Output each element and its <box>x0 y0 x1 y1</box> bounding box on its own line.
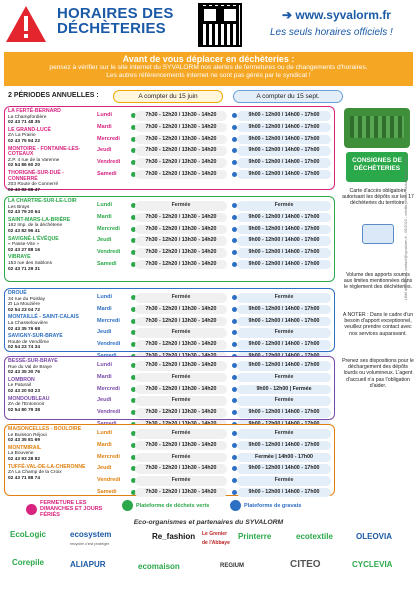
site-entry <box>8 109 93 126</box>
site-name: SAVIGNÉ-L'ÉVÊQUE <box>8 235 59 242</box>
site-phone[interactable]: 02 43 93 28 82 <box>8 456 41 462</box>
schedule-group-1 <box>4 106 335 193</box>
site-phone[interactable]: 02 43 71 88 74 <box>8 475 41 481</box>
site-address: Les Brays <box>8 204 30 210</box>
site-phone[interactable]: 02 43 71 29 31 <box>8 266 41 272</box>
website-link[interactable]: ➔ www.syvalorm.fr <box>282 8 391 22</box>
day-label: Lundi <box>97 112 112 118</box>
partner-logos <box>6 528 411 588</box>
hours-summer: Fermée <box>135 429 227 439</box>
consignes-title: CONSIGNES DE DÉCHÈTERIES <box>346 152 408 182</box>
hours-summer: 7h30 - 12h20 / 13h30 - 14h20 <box>135 408 227 418</box>
site-address: Z.P. 4 rue de la Varenne <box>8 157 60 163</box>
site-entry <box>8 446 93 463</box>
site-phone[interactable]: 02 43 35 30 76 <box>8 370 41 376</box>
legend <box>4 498 335 518</box>
site-name: LE GRAND-LUCÉ <box>8 126 51 133</box>
hours-summer: 7h30 - 12h20 / 13h30 - 14h20 <box>135 385 227 395</box>
warning-icon <box>4 4 48 44</box>
schedule-row <box>97 428 333 440</box>
site-address: « Passe-Vite » <box>8 242 40 248</box>
site-list <box>8 109 93 195</box>
site-address: 203 Route de Connerré <box>8 182 59 188</box>
schedule-row <box>97 224 333 236</box>
gravats-icon <box>230 500 241 511</box>
hours-summer: 7h30 - 12h20 / 13h30 - 14h20 <box>135 464 227 474</box>
hours-winter: 9h00 - 12h00 / 14h00 - 17h00 <box>237 441 331 451</box>
legend-closed: FERMETURE LES DIMANCHES ET JOURS FÉRIÉS <box>26 500 106 518</box>
hours-summer: 7h30 - 12h20 / 13h30 - 14h20 <box>135 111 227 121</box>
hours-summer: Fermée <box>135 293 227 303</box>
schedule-row <box>97 169 333 181</box>
schedule-row <box>97 384 333 396</box>
aliapur-logo: ALIAPUR <box>70 560 106 569</box>
site-name: SAVIGNY-SUR-BRAYE <box>8 333 63 340</box>
schedule-row <box>97 475 333 487</box>
regium-logo: REGIUM <box>220 563 244 569</box>
day-label: Jeudi <box>97 465 112 472</box>
site-entry <box>8 378 93 395</box>
day-label: Mercredi <box>97 225 120 232</box>
hours-summer: Fermée <box>135 328 227 338</box>
site-entry <box>8 397 93 414</box>
site-address: ZA La Prairie <box>8 133 36 139</box>
hours-winter: 9h00 - 12h00 / 14h00 - 17h00 <box>237 236 331 246</box>
instructions-sidebar <box>342 90 414 510</box>
hours-summer: 7h30 - 12h20 / 13h30 - 14h20 <box>135 225 227 235</box>
day-label: Mercredi <box>97 385 120 392</box>
hours-summer: 7h30 - 12h20 / 13h30 - 14h20 <box>135 146 227 156</box>
day-label: Vendredi <box>97 249 121 256</box>
hours-summer: 7h30 - 12h20 / 13h30 - 14h20 <box>135 361 227 371</box>
schedule-row <box>97 200 333 212</box>
hours-winter: 9h00 - 12h00 / 14h00 - 17h00 <box>237 123 331 133</box>
day-label: Jeudi <box>97 237 112 244</box>
site-address: Le Buisson Réjoui <box>8 432 47 438</box>
partners-title: Eco-organismes et partenaires du SYVALORM <box>133 519 284 526</box>
schedule-rows <box>97 110 333 181</box>
access-card-image <box>362 224 394 244</box>
hours-winter: Fermée <box>237 328 331 338</box>
schedule-row <box>97 339 333 351</box>
site-address: Route de Vendôme <box>8 339 50 345</box>
printerre-logo: Printerre <box>238 532 272 541</box>
site-name: SAINT-MARS-LA-BRIÈRE <box>8 216 71 223</box>
hours-winter: Fermée | 14h00 - 17h00 <box>237 453 331 463</box>
period-summer: A compter du 15 juin <box>113 90 223 103</box>
hours-winter: 9h00 - 12h00 / 14h00 - 17h00 <box>237 488 331 498</box>
hours-summer: 7h30 - 12h20 / 13h30 - 14h20 <box>135 170 227 180</box>
hours-winter: 9h00 - 12h00 / 14h00 - 17h00 <box>237 317 331 327</box>
volume-text: Volume des apports soumis aux limites mentionnées dans le règlement des déchèteries. <box>343 272 413 291</box>
hours-summer: 7h30 - 12h20 / 13h30 - 14h20 <box>135 248 227 258</box>
period-winter: A compter du 15 sept. <box>233 90 343 103</box>
site-address: ZA de l'Entonnoir <box>8 402 45 408</box>
schedule-row <box>97 247 333 259</box>
day-label: Mardi <box>97 441 112 448</box>
day-label: Vendredi <box>97 477 121 484</box>
schedule-group-4 <box>4 356 335 420</box>
site-address: Le Paturail <box>8 383 31 389</box>
hours-summer: Fermée <box>135 476 227 486</box>
day-label: Mercredi <box>97 453 120 460</box>
site-name: LOMBRON <box>8 376 35 383</box>
hours-winter: 9h00 - 12h00 / 14h00 - 17h00 <box>237 111 331 121</box>
hours-winter: Fermée <box>237 201 331 211</box>
site-phone[interactable]: 02 54 86 60 20 <box>8 163 41 169</box>
schedule-row <box>97 440 333 452</box>
hours-winter: 9h00 - 12h00 / 14h00 - 17h00 <box>237 135 331 145</box>
page-header <box>0 0 417 50</box>
periods-header <box>8 90 338 104</box>
schedule-row <box>97 395 333 407</box>
hours-summer: 7h30 - 12h20 / 13h30 - 14h20 <box>135 441 227 451</box>
day-label: Lundi <box>97 362 112 368</box>
hours-summer: 7h30 - 12h20 / 13h30 - 14h20 <box>135 340 227 350</box>
hours-winter: 9h00 - 12h00 | Fermée <box>237 385 331 395</box>
site-name: MONTMIRAIL <box>8 444 42 451</box>
hours-summer: 7h30 - 12h20 / 13h30 - 14h20 <box>135 488 227 498</box>
site-phone[interactable]: 02 43 82 88 47 <box>8 187 41 193</box>
hours-summer: 7h30 - 12h20 / 13h30 - 14h20 <box>135 305 227 315</box>
site-entry <box>8 171 93 193</box>
site-entry <box>8 359 93 376</box>
day-label: Mercredi <box>97 317 120 324</box>
hours-winter: 9h00 - 12h00 / 14h00 - 17h00 <box>237 464 331 474</box>
day-label: Samedi <box>97 170 117 177</box>
site-name: MAISONCELLES - BOULOIRE <box>8 426 82 432</box>
site-name: MONTOIRE - FONTAINE-LES-COTEAUX <box>8 145 81 158</box>
hours-winter: Fermée <box>237 476 331 486</box>
schedule-row <box>97 316 333 328</box>
hours-winter: Fermée <box>237 373 331 383</box>
site-list <box>8 427 93 483</box>
site-entry <box>8 465 93 482</box>
site-address: ZA La Champ de la Croix <box>8 470 62 476</box>
hours-winter: 9h00 - 12h00 / 14h00 - 17h00 <box>237 361 331 371</box>
hours-summer: Fermée <box>135 396 227 406</box>
legend-gravats: Plateforme de gravats <box>230 500 301 511</box>
dumpster-image <box>344 108 410 148</box>
site-phone[interactable]: 02 43 35 76 68 <box>8 326 41 332</box>
hours-summer: 7h30 - 12h20 / 13h30 - 14h20 <box>135 213 227 223</box>
site-entry <box>8 237 93 254</box>
site-name: DROUÉ <box>8 290 27 296</box>
day-label: Jeudi <box>97 397 112 404</box>
day-label: Lundi <box>97 430 112 436</box>
site-address: La Bouverie <box>8 451 34 457</box>
site-name: LA FERTÉ-BERNARD <box>8 108 61 114</box>
hours-summer: 7h30 - 12h20 / 13h30 - 14h20 <box>135 135 227 145</box>
day-label: Vendredi <box>97 341 121 348</box>
hours-winter: 9h00 - 12h00 / 14h00 - 17h00 <box>237 305 331 315</box>
site-list <box>8 291 93 353</box>
day-label: Jeudi <box>97 329 112 336</box>
schedule-row <box>97 157 333 169</box>
site-phone[interactable]: 02 43 71 48 35 <box>8 120 41 126</box>
schedule-row <box>97 259 333 271</box>
site-address: 162 Imp. de la déchèterie <box>8 223 63 229</box>
day-label: Mardi <box>97 305 112 312</box>
hours-summer: 7h30 - 12h20 / 13h30 - 14h20 <box>135 236 227 246</box>
schedule-row <box>97 134 333 146</box>
schedule-row <box>97 292 333 304</box>
schedule-group-2 <box>4 196 335 282</box>
hours-winter: 9h00 - 12h00 / 14h00 - 17h00 <box>237 146 331 156</box>
note-text: A NOTER : Dans le cadre d'un besoin d'apport exceptionnel, veuillez prendre contact avec nos services auparavant. <box>342 312 414 337</box>
site-list <box>8 359 93 415</box>
site-phone[interactable]: 02 43 20 93 23 <box>8 388 41 394</box>
site-phone[interactable]: 02 43 75 94 22 <box>8 138 41 144</box>
day-label: Lundi <box>97 202 112 208</box>
site-phone[interactable]: 02 43 35 81 69 <box>8 438 41 444</box>
hours-winter: Fermée <box>237 396 331 406</box>
credits-text: LBM de éditeur - contact@syvalorm.fr - 09/2023 - crédits photos : Adobestock - CITEO <box>404 154 408 300</box>
hours-winter: 9h00 - 12h00 / 14h00 - 17h00 <box>237 170 331 180</box>
day-label: Samedi <box>97 260 117 267</box>
site-name: LA CHARTRE-SUR-LE-LOIR <box>8 198 77 204</box>
schedule-rows <box>97 200 333 271</box>
schedule-rows <box>97 360 333 431</box>
hours-summer: 7h30 - 12h20 / 13h30 - 14h20 <box>135 158 227 168</box>
site-list <box>8 199 93 274</box>
day-label: Vendredi <box>97 409 121 416</box>
schedule-row <box>97 212 333 224</box>
site-entry <box>8 315 93 332</box>
schedule-rows <box>97 428 333 499</box>
site-name: BESSÉ-SUR-BRAYE <box>8 358 58 364</box>
schedule-row <box>97 145 333 157</box>
hours-summer: 7h30 - 12h20 / 13h30 - 14h20 <box>135 317 227 327</box>
schedule-group-3 <box>4 288 335 352</box>
site-entry <box>8 291 93 313</box>
oleovia-logo: OLEOVIA <box>356 532 393 541</box>
day-label: Mardi <box>97 213 112 220</box>
hours-winter: 9h00 - 12h00 / 14h00 - 17h00 <box>237 213 331 223</box>
site-phone[interactable]: 02 54 23 04 72 <box>8 307 41 313</box>
site-phone[interactable]: 02 43 79 20 64 <box>8 210 41 216</box>
day-label: Jeudi <box>97 147 112 154</box>
hours-summer: Fermée <box>135 373 227 383</box>
alert-banner: Avant de vous déplacer en déchèteries : pensez à vérifier sur le site internet du SYVALORM nos alertes de fermetures ou de changements d'horaires. Les autres référencements internet ne sont pas gérés par le syndicat ! <box>4 52 413 86</box>
schedule-row <box>97 463 333 475</box>
slogan: Les seuls horaires officiels ! <box>270 27 393 38</box>
hours-winter: 9h00 - 12h00 / 14h00 - 17h00 <box>237 158 331 168</box>
day-label: Samedi <box>97 488 117 495</box>
site-phone[interactable]: 02 43 82 96 41 <box>8 228 41 234</box>
day-label: Mercredi <box>97 135 120 142</box>
schedule-row <box>97 487 333 499</box>
site-entry <box>8 199 93 216</box>
schedule-rows <box>97 292 333 363</box>
site-entry <box>8 334 93 351</box>
ecosystem-logo: ecosystem recycler c'est protéger <box>70 530 112 546</box>
site-name: VIBRAYE <box>8 254 31 261</box>
periods-label: 2 PÉRIODES ANNUELLES : <box>8 92 99 99</box>
ecomaison-logo: ecomaison <box>138 562 180 571</box>
hours-summer: Fermée <box>135 201 227 211</box>
schedule-row <box>97 407 333 419</box>
site-address: La Chasselouvière <box>8 320 48 326</box>
schedule-row <box>97 327 333 339</box>
site-entry <box>8 147 93 169</box>
site-entry <box>8 255 93 272</box>
site-name: TUFFÉ-VAL-DE-LA-CHERONNE <box>8 463 86 470</box>
schedule-row <box>97 372 333 384</box>
access-card-text: Carte d'accès obligatoire autorisant les dépôts sur les 17 déchèteries du territoire. <box>342 188 414 207</box>
site-address: 153 rue des Sablons <box>8 260 53 266</box>
hours-winter: Fermée <box>237 293 331 303</box>
schedule-group-5 <box>4 424 335 496</box>
site-phone[interactable]: 02 54 23 74 34 <box>8 345 41 351</box>
corepile-logo: Corepile <box>12 558 45 567</box>
schedule-row <box>97 122 333 134</box>
schedule-row <box>97 304 333 316</box>
hours-winter: 9h00 - 12h00 / 14h00 - 17h00 <box>237 248 331 258</box>
day-label: Vendredi <box>97 159 121 166</box>
site-entry <box>8 128 93 145</box>
grenier-logo: Le Grenier de l'Abbaye <box>202 531 230 546</box>
day-label: Mardi <box>97 123 112 130</box>
legend-green-waste: Plateforme de déchets verts <box>122 500 209 511</box>
closed-icon <box>26 504 37 515</box>
site-address: Rue du Val de Braye <box>8 364 52 370</box>
hours-winter: 9h00 - 12h00 / 14h00 - 17h00 <box>237 408 331 418</box>
ecotextile-logo: ecotextile <box>296 532 333 541</box>
refashion-logo: Re_fashion <box>152 532 196 541</box>
unload-text: Prenez ses dispositions pour le déchargement des dépôts lourds ou volumineux. L'agent d'accueil n'a pas l'obligation d'aider. <box>342 358 414 389</box>
cyclevia-logo: CYCLEVIA <box>352 560 393 569</box>
page-title: HORAIRES DES DÉCHÈTERIES <box>57 5 174 37</box>
green-waste-icon <box>122 500 133 511</box>
site-address: La Champfordière <box>8 114 47 120</box>
hours-summer: 7h30 - 12h20 / 13h30 - 14h20 <box>135 123 227 133</box>
site-phone[interactable]: 02 43 27 88 16 <box>8 247 41 253</box>
site-address: 34 rue du Poislay <box>8 296 46 302</box>
site-address-extra: ZI La Mouzière <box>8 302 40 308</box>
site-name: THORIGNÉ-SUR-DUÉ - CONNERRÉ <box>8 169 64 182</box>
schedule-row <box>97 235 333 247</box>
hours-winter: Fermée <box>237 429 331 439</box>
site-name: MONDOUBLEAU <box>8 395 50 402</box>
day-label: Lundi <box>97 294 112 300</box>
site-name: MONTAILLÉ - SAINT-CALAIS <box>8 314 79 321</box>
schedule-row <box>97 452 333 464</box>
schedule-row <box>97 360 333 372</box>
site-entry <box>8 427 93 444</box>
site-phone[interactable]: 02 54 80 79 38 <box>8 407 41 413</box>
qr-code[interactable] <box>198 3 242 47</box>
ecologic-logo: EcoLogic <box>10 530 47 539</box>
hours-winter: 9h00 - 12h00 / 14h00 - 17h00 <box>237 340 331 350</box>
hours-winter: 9h00 - 12h00 / 14h00 - 17h00 <box>237 260 331 270</box>
site-entry <box>8 218 93 235</box>
hours-summer: Fermée <box>135 453 227 463</box>
citeo-logo: CITEO <box>290 559 321 570</box>
hours-winter: 9h00 - 12h00 / 14h00 - 17h00 <box>237 225 331 235</box>
hours-summer: 7h30 - 12h20 / 13h30 - 14h20 <box>135 260 227 270</box>
schedule-row <box>97 110 333 122</box>
day-label: Mardi <box>97 373 112 380</box>
